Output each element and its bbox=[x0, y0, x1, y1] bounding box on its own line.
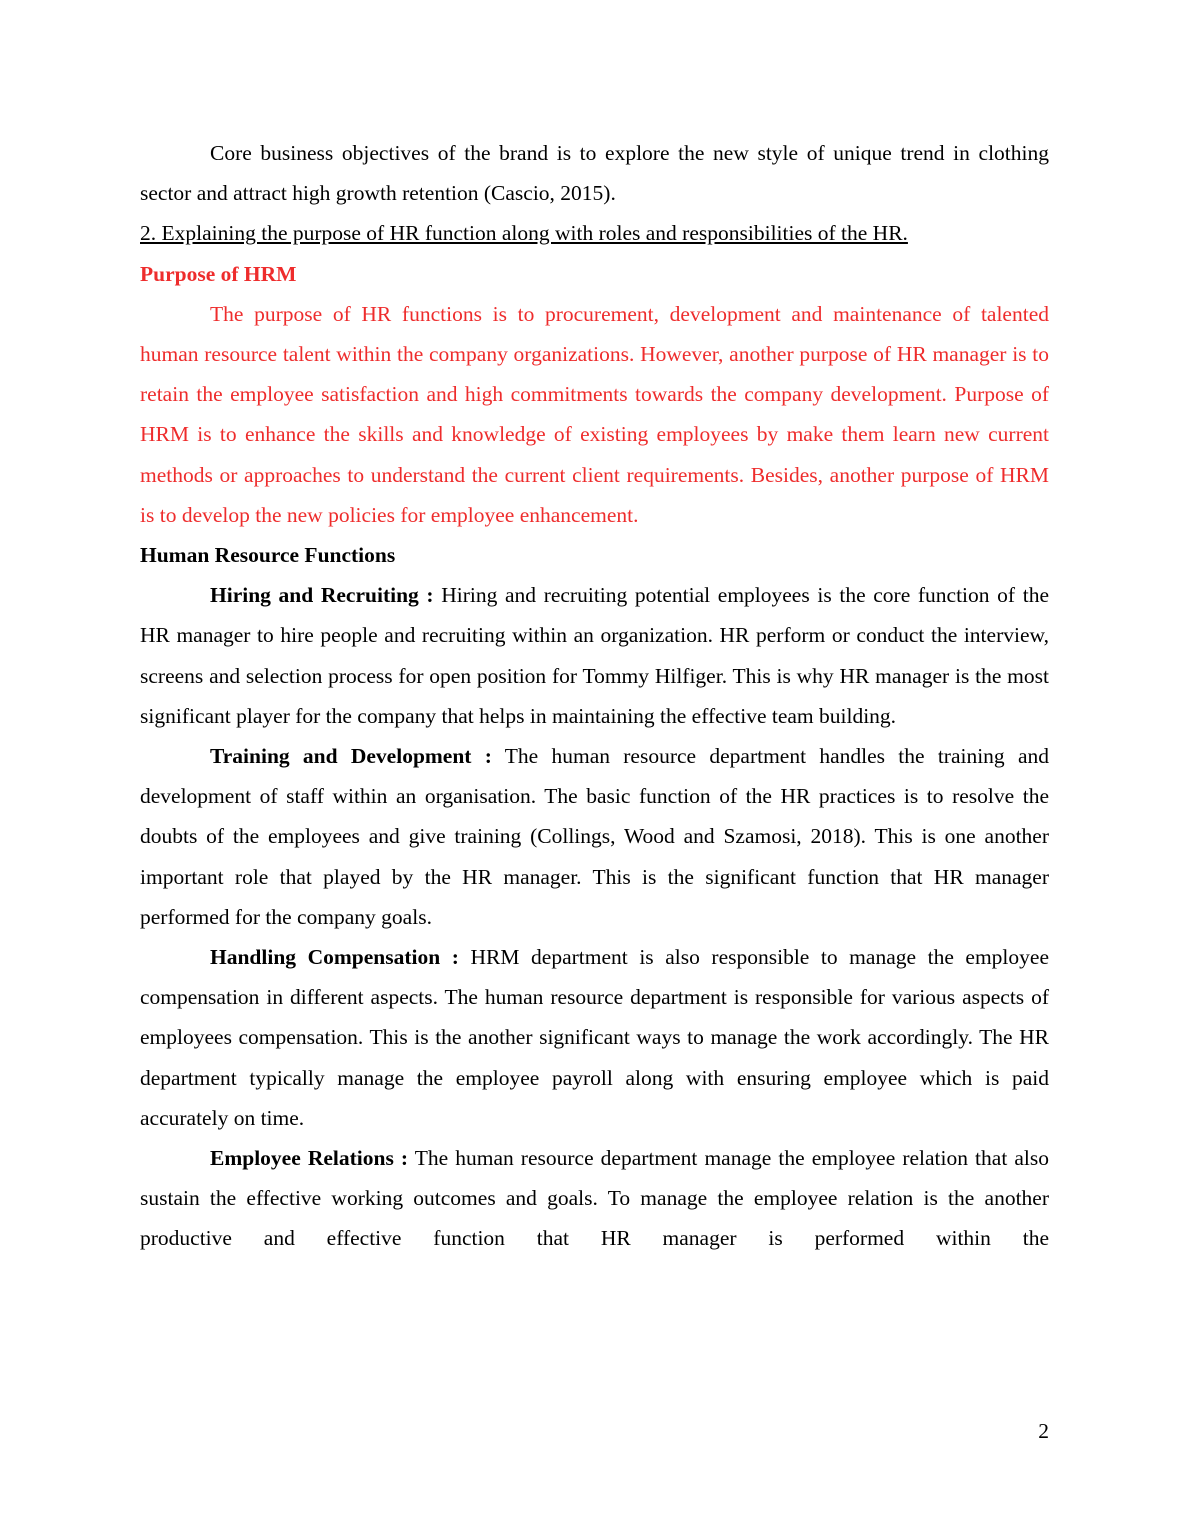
function-text: Hiring and recruiting potential employees is the core function of the HR manager to hire people and recruiting within an organization. HR perform or conduct the interview, screens and selection process for open position for Tommy Hilfiger. This is why HR manager is the most significant player for the company that helps in maintaining the effective team building. bbox=[140, 583, 1049, 728]
intro-paragraph: Core business objectives of the brand is to explore the new style of unique trend in clothing sector and attract high growth retention (Cascio, 2015). bbox=[140, 141, 1049, 206]
function-text: The human resource department manage the employee relation that also sustain the effective working outcomes and goals. To manage the employee relation is the another productive and effective function that HR manager is performed within the bbox=[140, 1146, 1049, 1251]
document-page bbox=[140, 133, 1049, 1259]
function-term: Employee Relations : bbox=[210, 1146, 409, 1171]
function-training-paragraph bbox=[140, 736, 1049, 937]
function-hiring-paragraph bbox=[140, 575, 1049, 736]
functions-heading: Human Resource Functions bbox=[140, 543, 396, 568]
function-term: Training and Development : bbox=[210, 744, 492, 769]
purpose-heading: Purpose of HRM bbox=[140, 261, 297, 286]
function-relations-paragraph bbox=[140, 1138, 1049, 1259]
purpose-paragraph: The purpose of HR functions is to procurement, development and maintenance of talented human resource talent within the company organizations. However, another purpose of HR manager is to retain the employee satisfaction and high commitments towards the company development. Purpose of HRM is to enhance the skills and knowledge of existing employees by make them learn new current methods or approaches to understand the current client requirements. Besides, another purpose of HRM is to develop the new policies for employee enhancement. bbox=[140, 301, 1049, 527]
function-term: Hiring and Recruiting : bbox=[210, 583, 434, 608]
function-text: The human resource department handles the training and development of staff within an organisation. The basic function of the HR practices is to resolve the doubts of the employees and give training (Collings, Wood and Szamosi, 2018). This is one another important role that played by the HR manager. This is the significant function that HR manager performed for the company goals. bbox=[140, 744, 1049, 929]
section-heading: 2. Explaining the purpose of HR function along with roles and responsibilities of the HR. bbox=[140, 221, 908, 246]
page-number: 2 bbox=[1038, 1419, 1049, 1443]
function-compensation-paragraph bbox=[140, 937, 1049, 1138]
function-text: HRM department is also responsible to manage the employee compensation in different aspects. The human resource department is responsible for various aspects of employees compensation. This is the another significant ways to manage the work accordingly. The HR department typically manage the employee payroll along with ensuring employee which is paid accurately on time. bbox=[140, 945, 1049, 1130]
function-term: Handling Compensation : bbox=[210, 945, 459, 970]
